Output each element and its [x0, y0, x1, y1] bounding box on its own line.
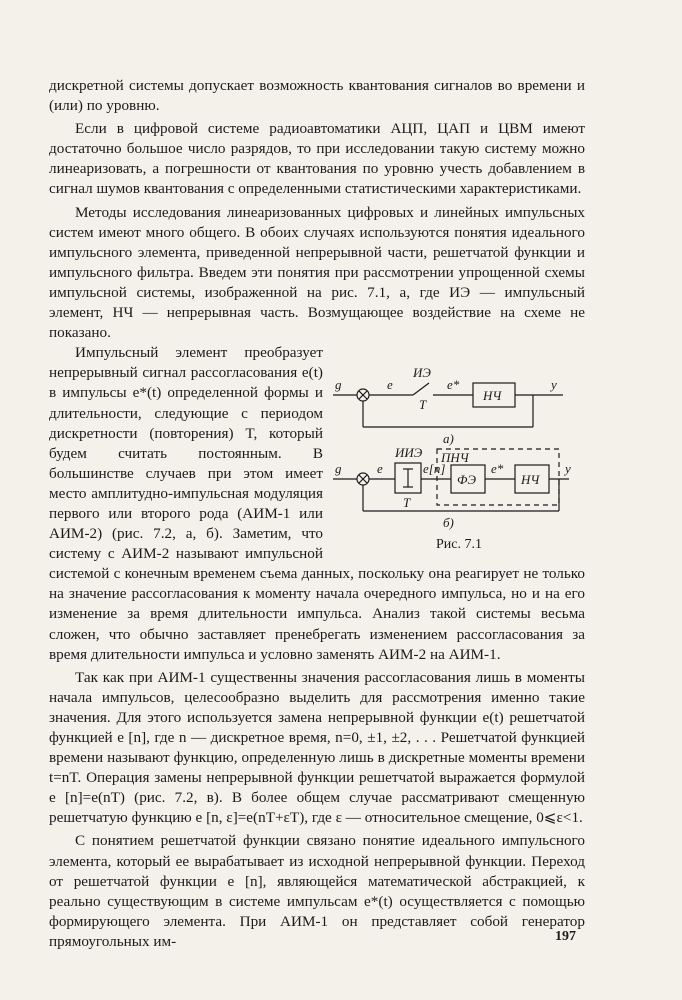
diagram-b-block: НЧ: [521, 472, 540, 488]
figure-7-1: [333, 345, 585, 559]
paragraph: Если в цифровой системе радиоавтоматики АЦП, ЦАП и ЦВМ имеют достаточно большое число разрядов, то при исследовании такую систему можно линеаризовать, а погрешности от квантования по уровню учесть добавлением в сигнал шумов квантования с определенными статистическими характеристиками.: [49, 120, 585, 198]
diagram-b-input: g: [335, 461, 342, 477]
diagram-a-label: а): [443, 431, 454, 447]
diagram-a-error: e: [387, 377, 393, 393]
diagram-a-block: НЧ: [483, 388, 502, 404]
diagram-a-input: g: [335, 377, 342, 393]
paragraph: С понятием решетчатой функции связано понятие идеального импульсного элемента, который ее вырабатывает из исходной непрерывной функции. Переход от решетчатой функции e [n], являющейся математической абстракцией, к реально существующим в системе импульсам e*(t) осуществляется с помощью формирующего элемента. При АИМ-1 он представляет собой генератор прямоугольных им-: [49, 832, 585, 950]
diagram-a-output: y: [551, 377, 557, 393]
page-number: 197: [555, 929, 576, 944]
page-body: [49, 76, 585, 952]
paragraph: Так как при АИМ-1 существенны значения рассогласования лишь в моменты начала импульсов, целесообразно выделить для рассмотрения именно такие значения. Для этого используется замена непрерывной функции e(t) решетчатой функцией e [n], где n — дискретное время, n=0, ±1, ±2, . . . Решетчатой функцией времени называют функцию, определенную лишь в дискретные моменты времени t=nT. Операция замены непрерывной функции решетчатой выражается формулой e [n]=e(nT) (рис. 7.2, в). В более общем случае рассматривают смещенную решетчатую функцию e [n, ε]=e(nT+εT), где ε — относительное смещение, 0⩽ε<1.: [49, 668, 585, 827]
diagram-a-element: ИЭ: [413, 365, 431, 381]
figure-caption: Рис. 7.1: [436, 537, 482, 553]
paragraph: дискретной системы допускает возможность квантования сигналов во времени и (или) по уровню.: [49, 77, 585, 115]
paragraph-text: Методы исследования линеаризованных цифровых и линейных импульсных систем имеют много общего. В обоих случаях используются понятия идеального импульсного элемента, приведенной непрерывной части, решетчатой функции и импульсного фильтра. Введем эти понятия при рассмотрении упрощенной схемы импульсной системы, изображенной на рис. 7.1, а, где ИЭ — импульсный элемент, НЧ — непрерывная часть. Возмущающее воздействие на схеме не показано.: [49, 203, 585, 342]
diagram-b-shaper: ФЭ: [457, 472, 476, 488]
diagram-b-group: ПНЧ: [441, 450, 469, 466]
diagram-b-label: б): [443, 515, 454, 531]
diagram-b-sampled: e*: [491, 461, 504, 477]
diagram-b-lattice: e[n]: [423, 461, 446, 477]
diagram-b-element: ИИЭ: [395, 445, 423, 461]
paragraph: [49, 203, 585, 344]
diagram-b-output: y: [565, 461, 571, 477]
diagram-a-sampled: e*: [447, 377, 460, 393]
block-diagrams: [333, 345, 585, 545]
diagram-b-period: T: [403, 495, 411, 511]
diagram-b-error: e: [377, 461, 383, 477]
paragraph: Импульсный элемент преобразует непрерывный сигнал рассогласования e(t) в импульсы e*(t) определенной формы и длительности, следующие с периодом дискретности (повторения) T, который будем считать постоянным. В большинстве случаев при этом имеет место амплитудно-импульсная модуляция первого или второго рода (АИМ-1 или АИМ-2) (рис. 7.2, а, б). Заметим, что систему с АИМ-2 называют импульсной системой с конечным временем съема данных, поскольку она реагирует не только на значение рассогласования к моменту начала очередного импульса, но и на его изменение за время длительности импульса. Анализ такой системы весьма сложен, что обычно заставляет пренебрегать изменением рассогласования за время длительности импульса и условно заменять АИМ-2 на АИМ-1.: [49, 344, 585, 663]
diagram-a-period: T: [419, 397, 427, 413]
